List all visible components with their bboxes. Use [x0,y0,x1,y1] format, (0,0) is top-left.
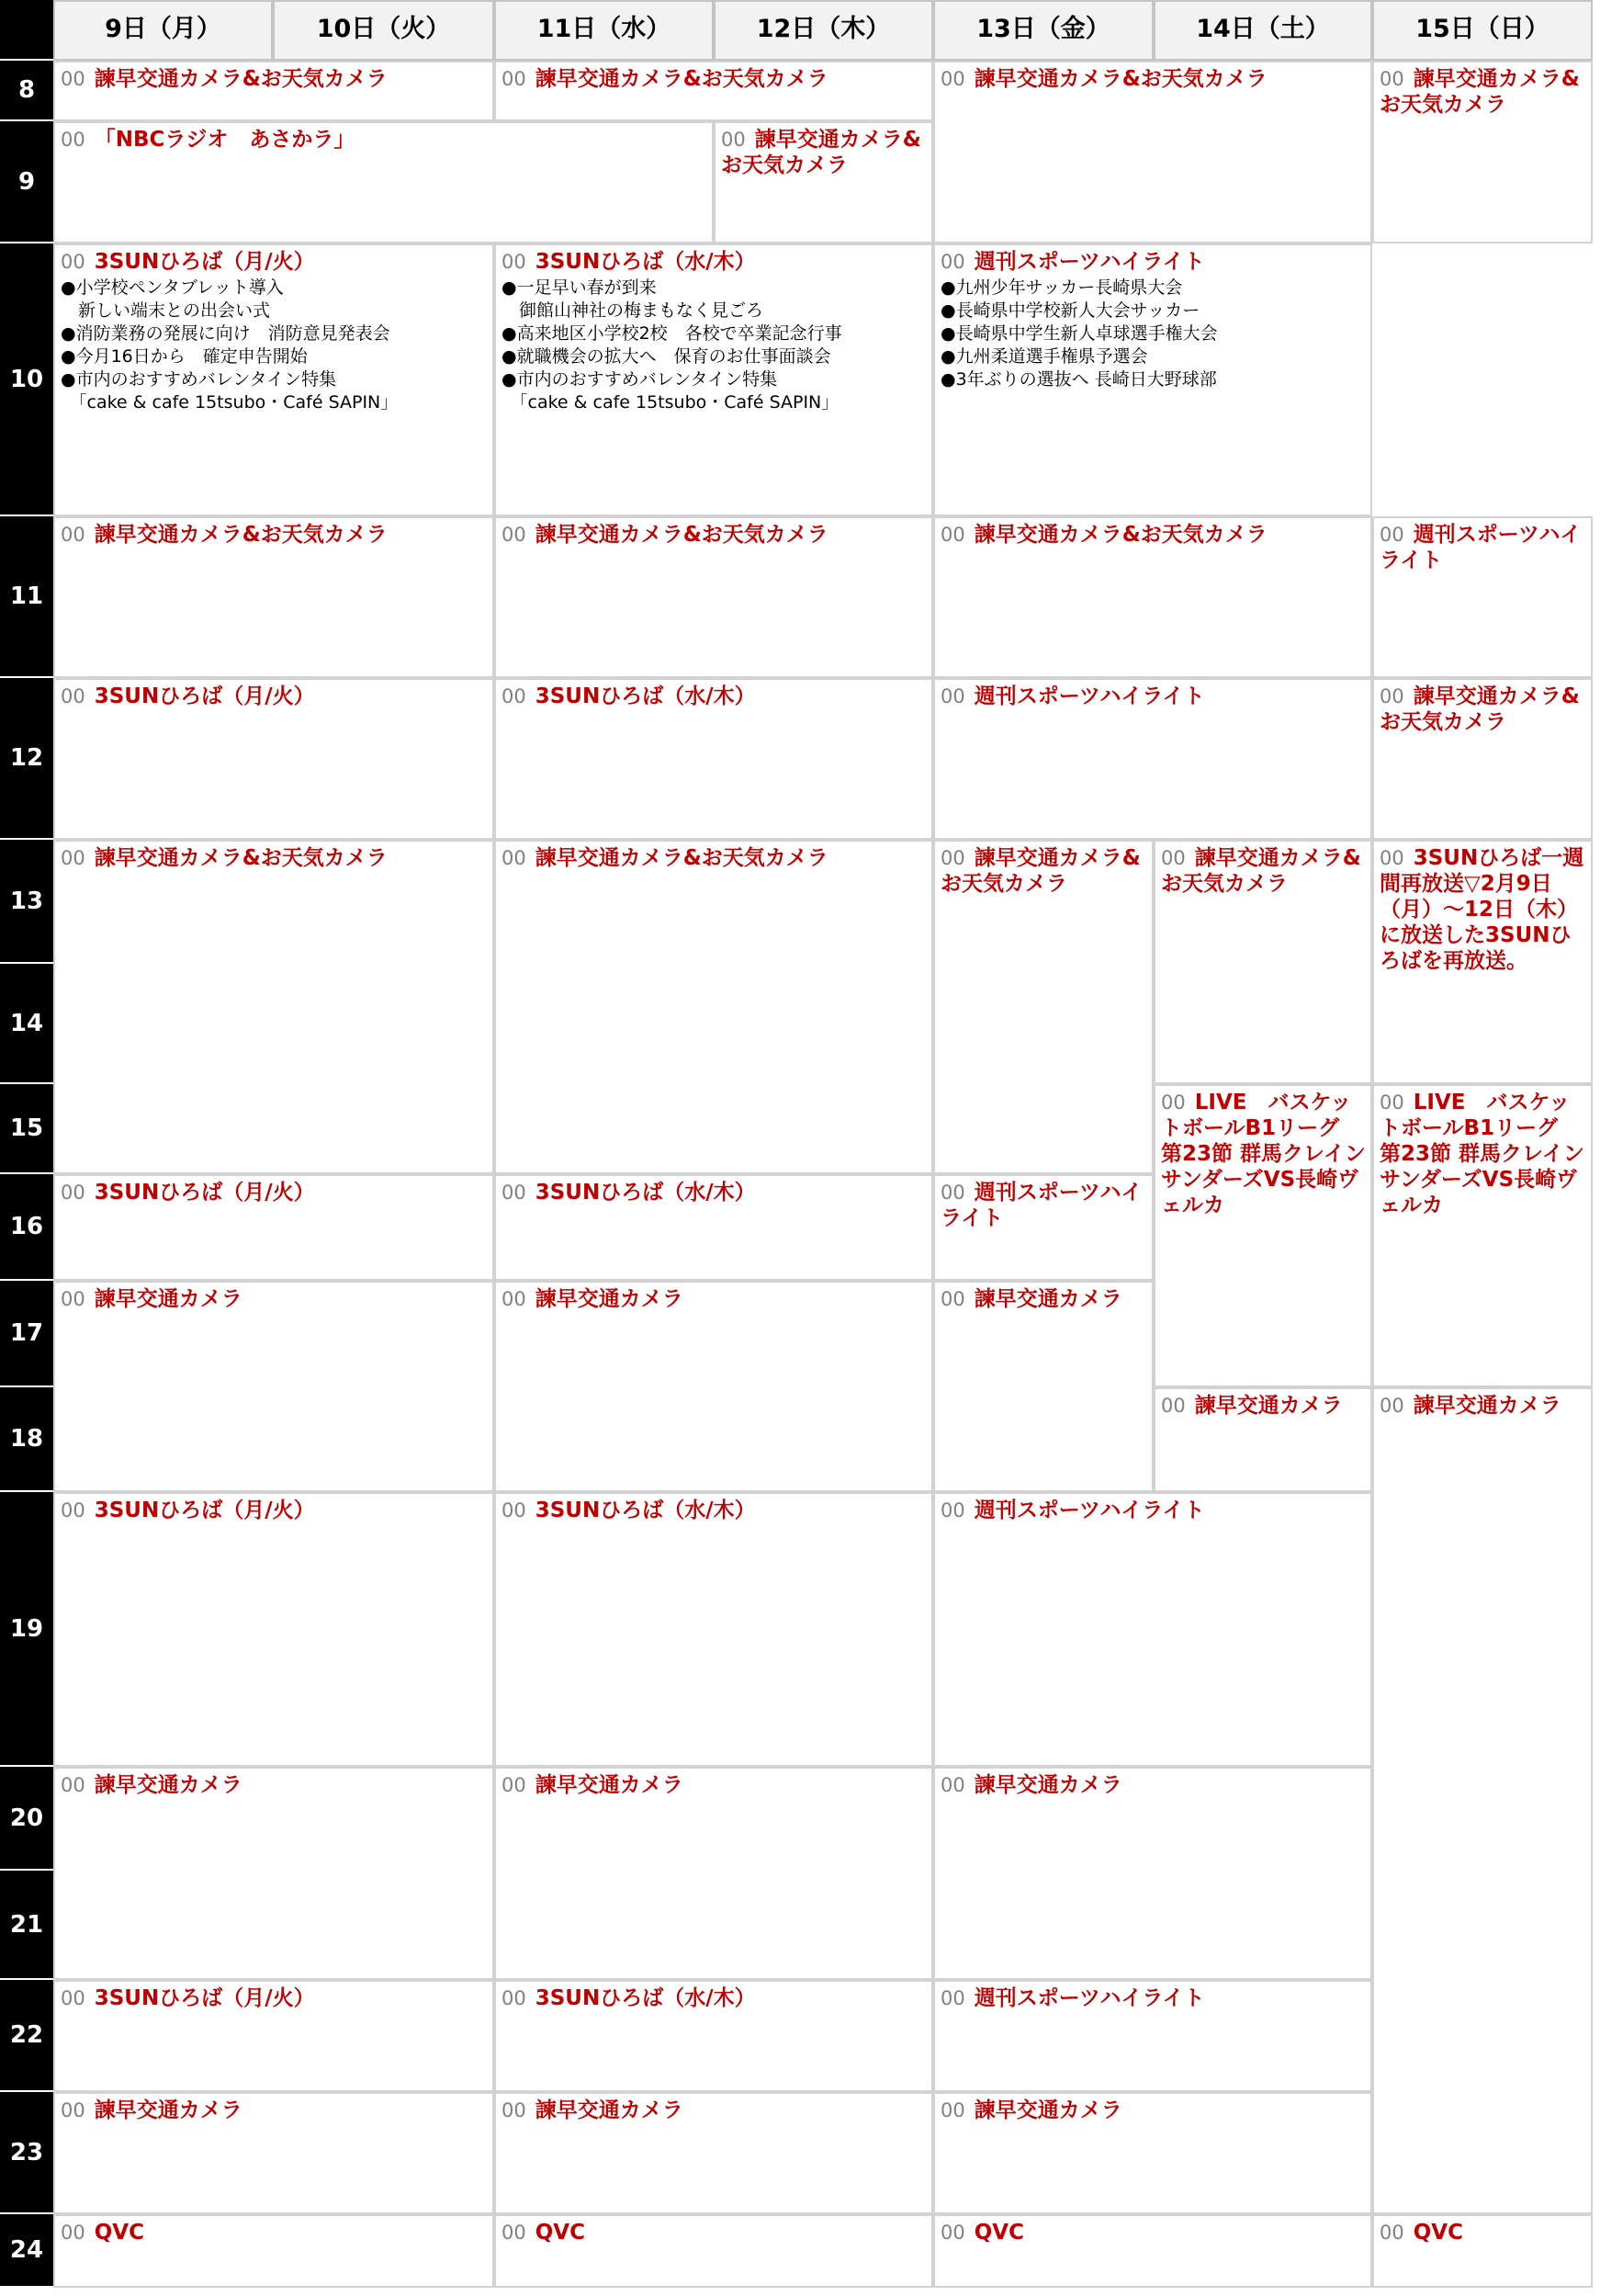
topic-item: ●就職機会の拡大へ 保育のお仕事面談会 [501,346,831,367]
program-title [61,1985,489,2011]
hour-label: 18 [0,1387,53,1492]
hour-label: 13 [0,840,53,964]
program-block[interactable] [53,1492,494,1767]
program-block[interactable] [1154,1387,1372,1492]
start-minute: 00 [1380,847,1404,869]
program-title-text: 3SUNひろば（月/火） [94,250,315,274]
topic-item: 新しい端末との出会い式 [61,300,271,321]
start-minute: 00 [1161,1091,1186,1114]
program-title-text: 週刊スポーツハイライト [974,1986,1205,2010]
program-title-text: 3SUNひろば（月/火） [94,684,315,708]
start-minute: 00 [1380,524,1404,546]
program-block[interactable] [1372,1387,1593,2214]
start-minute: 00 [61,1288,85,1310]
program-title [941,522,1367,548]
program-title [61,684,489,709]
start-minute: 00 [501,2222,526,2244]
day-header: 15日（日） [1372,0,1593,61]
program-title-text: 週刊スポーツハイライト [1380,523,1582,572]
program-block[interactable] [1372,840,1593,1084]
start-minute: 00 [721,129,746,151]
start-minute: 00 [1380,2222,1404,2244]
program-title-text: 3SUNひろば（水/木） [535,1181,756,1205]
program-block[interactable] [933,1767,1372,1980]
program-title [1161,1090,1367,1218]
program-title-text: QVC [94,2221,144,2245]
hour-label: 22 [0,1980,53,2092]
program-title [941,1772,1367,1798]
program-title-text: 3SUNひろば（月/火） [94,1986,315,2010]
start-minute: 00 [61,847,85,869]
start-minute: 00 [941,68,965,90]
start-minute: 00 [61,1987,85,2009]
program-title [501,2098,928,2123]
program-title [1380,1393,1587,1419]
program-block[interactable] [53,2214,494,2288]
program-title-text: 諫早交通カメラ [974,2098,1122,2122]
program-title-text: 諫早交通カメラ&お天気カメラ [974,67,1268,91]
program-title [501,66,928,92]
program-block[interactable] [933,1174,1154,1281]
program-title [1380,522,1587,573]
program-title-text: 諫早交通カメラ&お天気カメラ [535,67,828,91]
topic-item: ●市内のおすすめバレンタイン特集 [61,369,337,390]
program-title-text: LIVE バスケットボールB1リーグ 第23節 群馬クレインサンダーズVS長崎ヴェルカ [1380,1091,1584,1217]
program-topics [501,277,928,414]
program-title [501,1498,928,1523]
program-title [501,522,928,548]
start-minute: 00 [941,1987,965,2009]
start-minute: 00 [1380,1091,1404,1114]
program-block[interactable] [933,2092,1372,2214]
start-minute: 00 [501,1182,526,1204]
start-minute: 00 [61,1774,85,1796]
start-minute: 00 [61,251,85,273]
program-title [501,1286,928,1312]
start-minute: 00 [941,1774,965,1796]
start-minute: 00 [61,2099,85,2121]
hour-label: 10 [0,243,53,516]
program-block[interactable] [494,1281,933,1492]
topic-item: ●市内のおすすめバレンタイン特集 [501,369,778,390]
program-block[interactable] [933,840,1154,1174]
program-block[interactable] [494,516,933,678]
hour-label: 9 [0,121,53,243]
program-block[interactable] [494,2214,933,2288]
program-title-text: 諫早交通カメラ [1413,1394,1561,1418]
program-title-text: 3SUNひろば（水/木） [535,684,756,708]
hour-label: 23 [0,2092,53,2214]
start-minute: 00 [1161,847,1186,869]
start-minute: 00 [501,1774,526,1796]
program-title-text: 諫早交通カメラ [1194,1394,1343,1418]
program-title-text: 諫早交通カメラ&お天気カメラ [941,846,1141,896]
start-minute: 00 [61,68,85,90]
program-title-text: 諫早交通カメラ&お天気カメラ [94,523,388,547]
hour-label: 19 [0,1492,53,1767]
start-minute: 00 [61,524,85,546]
program-title [941,1180,1148,1231]
start-minute: 00 [1380,685,1404,707]
program-block[interactable] [1372,2214,1593,2288]
topic-item: 「cake & cafe 15tsubo・Café SAPIN」 [61,392,399,413]
program-title-text: 諫早交通カメラ&お天気カメラ [1380,684,1580,734]
program-title [501,845,928,871]
program-block[interactable] [1372,61,1593,243]
program-topics [61,277,489,414]
program-block[interactable] [933,678,1372,840]
program-block[interactable] [1154,840,1372,1084]
hour-label: 16 [0,1174,53,1281]
hour-label: 15 [0,1084,53,1174]
start-minute: 00 [501,2099,526,2121]
program-block[interactable] [714,121,933,243]
program-title [941,1286,1148,1312]
program-title [941,2220,1367,2245]
start-minute: 00 [941,847,965,869]
program-block[interactable] [1372,1084,1593,1387]
start-minute: 00 [1161,1395,1186,1417]
program-title [1380,1090,1587,1218]
start-minute: 00 [501,685,526,707]
program-title-text: 諫早交通カメラ [535,2098,683,2122]
program-block[interactable] [53,840,494,1174]
start-minute: 00 [941,251,965,273]
program-block[interactable] [494,1980,933,2092]
program-title-text: 諫早交通カメラ [94,1287,242,1311]
program-topics [941,277,1367,391]
topic-item: 御館山神社の梅まもなく見ごろ [501,300,764,321]
program-block[interactable] [53,2092,494,2214]
program-title [61,1180,489,1205]
program-title-text: QVC [974,2221,1024,2245]
program-title-text: 3SUNひろば（月/火） [94,1181,315,1205]
program-title-text: 諫早交通カメラ [535,1287,683,1311]
program-title [941,1985,1367,2011]
start-minute: 00 [941,1182,965,1204]
program-block[interactable] [53,516,494,678]
hour-label: 17 [0,1281,53,1387]
program-title-text: 諫早交通カメラ&お天気カメラ [974,523,1268,547]
start-minute: 00 [1380,1395,1404,1417]
program-title [61,127,708,153]
topic-item: ●一足早い春が到来 [501,277,657,298]
program-block[interactable] [494,2092,933,2214]
program-title [941,249,1367,275]
program-block[interactable] [933,2214,1372,2288]
start-minute: 00 [501,524,526,546]
program-title [501,1180,928,1205]
program-block[interactable] [933,516,1372,678]
program-title [941,1498,1367,1523]
program-title [61,1772,489,1798]
program-title [941,66,1367,92]
start-minute: 00 [501,1499,526,1521]
start-minute: 00 [941,2222,965,2244]
program-title [1161,1393,1367,1419]
topic-item: ●長崎県中学校新人大会サッカー [941,300,1200,321]
program-block[interactable] [933,243,1372,516]
program-block[interactable] [1372,516,1593,678]
start-minute: 00 [941,524,965,546]
program-block[interactable] [53,61,494,121]
day-header: 12日（木） [714,0,933,61]
program-block[interactable] [53,1767,494,1980]
program-title [1380,684,1587,735]
program-title [61,1286,489,1312]
program-title-text: 週刊スポーツハイライト [941,1181,1143,1230]
program-title-text: 諫早交通カメラ&お天気カメラ [94,67,388,91]
program-title-text: 諫早交通カメラ&お天気カメラ [535,846,828,870]
program-title [501,249,928,275]
program-title [941,2098,1367,2123]
program-title-text: 諫早交通カメラ&お天気カメラ [1161,846,1361,896]
program-title-text: 週刊スポーツハイライト [974,1499,1205,1522]
start-minute: 00 [1380,68,1404,90]
program-block[interactable] [53,678,494,840]
program-title [61,66,489,92]
program-block[interactable] [1154,1084,1372,1387]
start-minute: 00 [941,1499,965,1521]
program-block[interactable] [933,61,1372,243]
program-block[interactable] [494,678,933,840]
program-title [1380,66,1587,118]
program-title-text: 3SUNひろば（水/木） [535,1499,756,1522]
program-block[interactable] [494,1174,933,1281]
start-minute: 00 [501,847,526,869]
hour-label: 14 [0,964,53,1084]
program-block[interactable] [494,61,933,121]
program-block[interactable] [53,243,494,516]
program-title-text: 諫早交通カメラ&お天気カメラ [535,523,828,547]
program-title-text: LIVE バスケットボールB1リーグ 第23節 群馬クレインサンダーズVS長崎ヴェルカ [1161,1091,1366,1217]
start-minute: 00 [941,1288,965,1310]
program-block[interactable] [933,1281,1154,1492]
program-block[interactable] [53,121,714,243]
hour-label: 20 [0,1767,53,1871]
start-minute: 00 [61,1499,85,1521]
hour-label: 8 [0,61,53,121]
program-title-text: 諫早交通カメラ&お天気カメラ [1380,67,1580,117]
program-title [61,1498,489,1523]
program-title [61,249,489,275]
day-header: 13日（金） [933,0,1154,61]
program-title-text: 3SUNひろば一週間再放送▽2月9日（月）～12日（木）に放送した3SUNひろばを再放送。 [1380,846,1584,973]
program-title [61,2098,489,2123]
program-title [941,684,1367,709]
start-minute: 00 [501,1987,526,2009]
start-minute: 00 [61,1182,85,1204]
topic-item: 「cake & cafe 15tsubo・Café SAPIN」 [501,392,839,413]
hour-label: 21 [0,1871,53,1980]
program-title [1161,845,1367,897]
program-title-text: 諫早交通カメラ [974,1287,1122,1311]
program-title-text: 週刊スポーツハイライト [974,250,1205,274]
program-title-text: 3SUNひろば（月/火） [94,1499,315,1522]
program-title-text: 諫早交通カメラ [94,1773,242,1797]
program-block[interactable] [53,1281,494,1492]
start-minute: 00 [501,1288,526,1310]
program-block[interactable] [1372,678,1593,840]
grid-corner [0,0,53,61]
topic-item: ●九州柔道選手権県予選会 [941,346,1148,367]
topic-item: ●九州少年サッカー長崎県大会 [941,277,1183,298]
hour-label: 24 [0,2214,53,2288]
program-block[interactable] [494,243,933,516]
day-header: 14日（土） [1154,0,1372,61]
program-title [721,127,928,178]
program-title [941,845,1148,897]
hour-label: 12 [0,678,53,840]
program-title-text: 3SUNひろば（水/木） [535,1986,756,2010]
day-header: 10日（火） [273,0,494,61]
program-block[interactable] [933,1980,1372,2092]
start-minute: 00 [61,685,85,707]
topic-item: ●長崎県中学生新人卓球選手権大会 [941,323,1218,344]
program-title-text: 3SUNひろば（水/木） [535,250,756,274]
hour-label: 11 [0,516,53,678]
program-title [61,2220,489,2245]
program-title-text: QVC [535,2221,585,2245]
program-title-text: 諫早交通カメラ&お天気カメラ [94,846,388,870]
program-title-text: 諫早交通カメラ [94,2098,242,2122]
topic-item: ●高来地区小学校2校 各校で卒業記念行事 [501,323,842,344]
program-title [501,2220,928,2245]
program-title [501,1772,928,1798]
start-minute: 00 [501,251,526,273]
program-block[interactable] [53,1174,494,1281]
program-title [1380,845,1587,974]
program-title-text: 週刊スポーツハイライト [974,684,1205,708]
program-title [501,1985,928,2011]
program-title-text: 諫早交通カメラ&お天気カメラ [721,128,921,177]
start-minute: 00 [501,68,526,90]
program-title [61,845,489,871]
topic-item: ●今月16日から 確定申告開始 [61,346,308,367]
program-title-text: 諫早交通カメラ [974,1773,1122,1797]
program-title-text: QVC [1413,2221,1463,2245]
program-block[interactable] [933,1492,1372,1767]
program-title [61,522,489,548]
program-title [1380,2220,1587,2245]
start-minute: 00 [61,2222,85,2244]
topic-item: ●3年ぶりの選抜へ 長崎日大野球部 [941,369,1217,390]
start-minute: 00 [941,2099,965,2121]
program-block[interactable] [494,840,933,1174]
program-title-text: 諫早交通カメラ [535,1773,683,1797]
program-block[interactable] [494,1767,933,1980]
program-block[interactable] [494,1492,933,1767]
day-header: 9日（月） [53,0,273,61]
topic-item: ●小学校ペンタブレット導入 [61,277,284,298]
topic-item: ●消防業務の発展に向け 消防意見発表会 [61,323,390,344]
program-title [501,684,928,709]
program-title-text: 「NBCラジオ あさかラ」 [94,128,355,152]
program-block[interactable] [53,1980,494,2092]
day-header: 11日（水） [494,0,714,61]
start-minute: 00 [941,685,965,707]
start-minute: 00 [61,129,85,151]
